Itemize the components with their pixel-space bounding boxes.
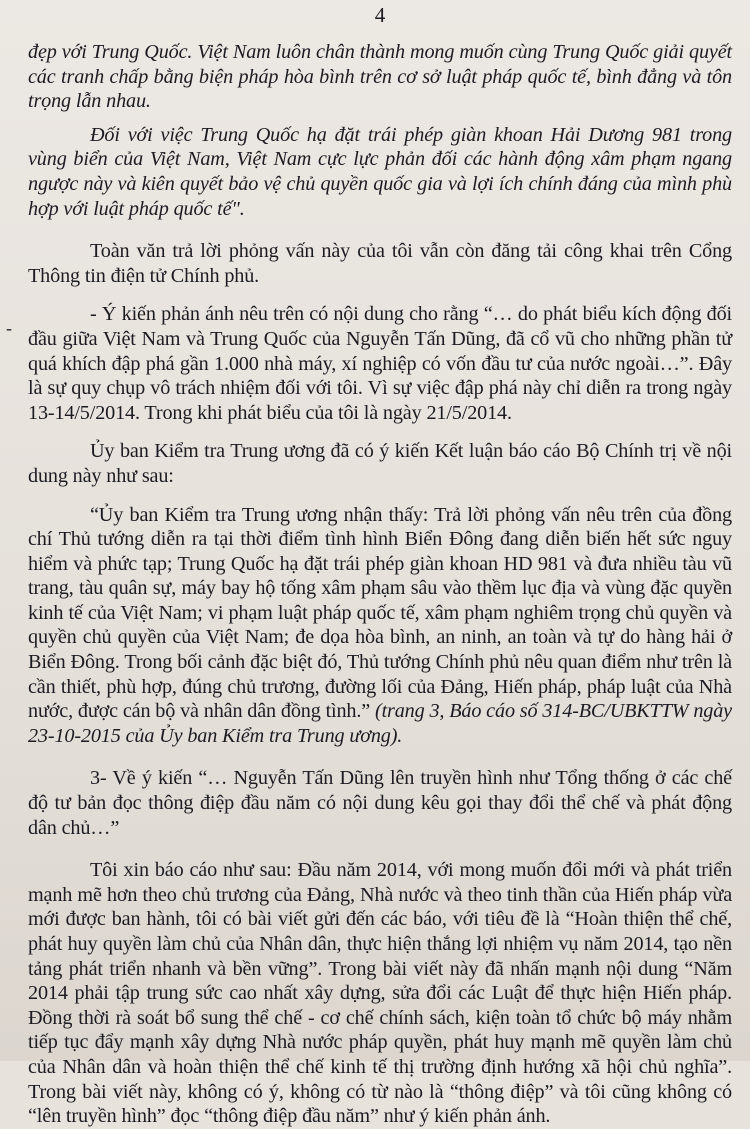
quote-paragraph-end: đẹp với Trung Quốc. Việt Nam luôn chân thành mong muốn cùng Trung Quốc giải quyết các tranh chấp bằng biện pháp hòa bình trên cơ sở luật pháp quốc tế, bình đẳng và tôn trọng lẫn nhau. bbox=[28, 41, 732, 113]
conclusion-quote: “Ủy ban Kiểm tra Trung ương nhận thấy: Trả lời phỏng vấn nêu trên của đồng chí Thủ tướng diễn ra tại thời điểm tình hình Biển Đông đang diễn biến hết sức nguy hiểm và phức tạp; Trung Quốc hạ đặt trái phép giàn khoan HD 981 và đưa nhiều tàu vũ trang, tàu quân sự, máy bay hộ tống xâm phạm sâu vào thềm lục địa và vùng đặc quyền kinh tế của Việt Nam; vi phạm luật pháp quốc tế, xâm phạm nghiêm trọng chủ quyền và quyền chủ quyền của Việt Nam; đe dọa hòa bình, an ninh, an toàn và tự do hàng hải ở Biển Đông. Trong bối cảnh đặc biệt đó, Thủ tướng Chính phủ nêu quan điểm như trên là cần thiết, phù hợp, đúng chủ trương, đường lối của Đảng, Hiến pháp, pháp luật của Nhà nước, được cán bộ và nhân dân đồng tình.” bbox=[28, 503, 732, 723]
paragraph-committee-intro: Ủy ban Kiểm tra Trung ương đã có ý kiến Kết luận báo cáo Bộ Chính trị về nội dung này như sau: bbox=[28, 440, 732, 487]
page-number: 4 bbox=[374, 3, 386, 27]
paragraph-opinion-3: 3- Về ý kiến “… Nguyễn Tấn Dũng lên truyền hình như Tổng thống ở các chế độ tư bản đọc thông điệp đầu năm có nội dung kêu gọi thay đổi thể chế và phát động dân chủ…” bbox=[28, 767, 732, 839]
margin-mark: - bbox=[6, 318, 12, 338]
conclusion-citation: (trang 3, Báo cáo số 314-BC/UBKTTW ngày 23-10-2015 của Ủy ban Kiểm tra Trung ương). bbox=[28, 700, 732, 747]
paragraph-full-text: Toàn văn trả lời phỏng vấn này của tôi vẫn còn đăng tải công khai trên Cổng Thông tin điện tử Chính phủ. bbox=[28, 240, 732, 287]
quote-paragraph-oil-rig: Đối với việc Trung Quốc hạ đặt trái phép giàn khoan Hải Dương 981 trong vùng biển của Việt Nam, Việt Nam cực lực phản đối các hành động xâm phạm ngang ngược này và kiên quyết bảo vệ chủ quyền quốc gia và lợi ích chính đáng của mình phù hợp với luật pháp quốc tế". bbox=[28, 123, 732, 220]
paragraph-response-3: Tôi xin báo cáo như sau: Đầu năm 2014, với mong muốn đổi mới và phát triển mạnh mẽ hơn theo chủ trương của Đảng, Nhà nước và theo tinh thần của Hiến pháp vừa mới được ban hành, tôi có bài viết gửi đến các báo, với tiêu đề là “Hoàn thiện thể chế, phát huy quyền làm chủ của Nhân dân, thực hiện thắng lợi nhiệm vụ năm 2014, tạo nền tảng phát triển nhanh và bền vững”. Trong bài viết này đã nhấn mạnh nội dung “Năm 2014 phải tập trung sức cao nhất xây dựng, sửa đổi các Luật để thực hiện Hiến pháp. Đồng thời rà soát bổ sung thể chế - cơ chế chính sách, kiện toàn tổ chức bộ máy nhằm tiếp tục đẩy mạnh xây dựng Nhà nước pháp quyền, phát huy mạnh mẽ quyền làm chủ của Nhân dân và hoàn thiện thể chế kinh tế thị trường định hướng xã hội chủ nghĩa”. Trong bài viết này, không có ý, không có từ nào là “thông điệp” và tôi cũng không có “lên truyền hình” đọc “thông điệp đầu năm” như ý kiến phản ánh. bbox=[28, 859, 732, 1128]
paragraph-committee-conclusion bbox=[28, 503, 732, 749]
paragraph-opinion-1: - Ý kiến phản ánh nêu trên có nội dung cho rằng “… do phát biểu kích động đối đầu giữa Việt Nam và Trung Quốc của Nguyễn Tấn Dũng, đã cổ vũ cho những phần tử quá khích đập phá gần 1.000 nhà máy, xí nghiệp có vốn đầu tư của nước ngoài…”. Đây là sự quy chụp vô trách nhiệm đối với tôi. Vì sự việc đập phá này chỉ diễn ra trong ngày 13-14/5/2014. Trong khi phát biểu của tôi là ngày 21/5/2014. bbox=[28, 303, 732, 424]
